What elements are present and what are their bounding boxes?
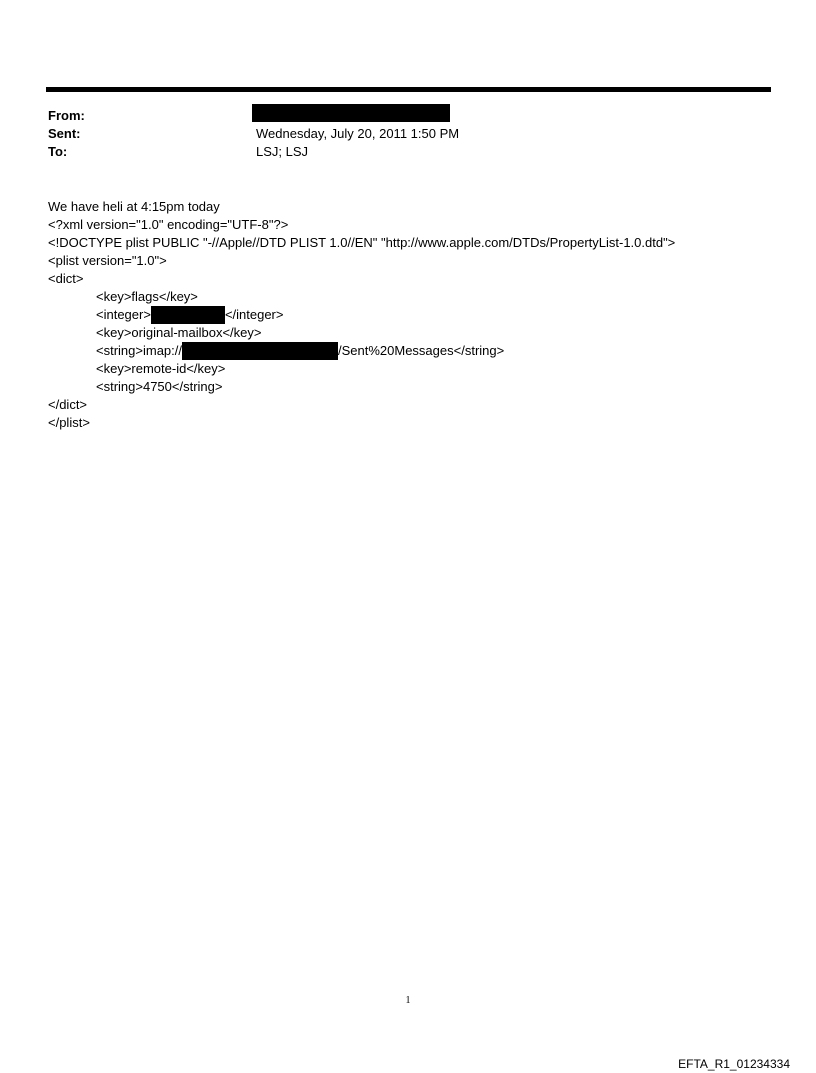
from-label: From: <box>48 108 85 123</box>
to-label: To: <box>48 144 68 159</box>
body-line: <key>original-mailbox</key> <box>96 325 262 340</box>
body-line: </dict> <box>48 397 88 412</box>
message-body <box>48 198 675 432</box>
body-line: <key>flags</key> <box>96 289 198 304</box>
bates-number: EFTA_R1_01234334 <box>678 1057 790 1071</box>
imap-redaction <box>182 342 338 360</box>
body-line: <key>remote-id</key> <box>96 361 226 376</box>
body-line: <?xml version="1.0" encoding="UTF-8"?> <box>48 217 289 232</box>
integer-redaction <box>151 306 225 324</box>
sent-value: Wednesday, July 20, 2011 1:50 PM <box>256 126 460 141</box>
integer-close-tag: </integer> <box>224 307 284 322</box>
sent-label: Sent: <box>48 126 81 141</box>
body-line: <!DOCTYPE plist PUBLIC "-//Apple//DTD PLIST 1.0//EN" "http://www.apple.com/DTDs/PropertyList-1.0.dtd"> <box>48 235 676 250</box>
body-line: We have heli at 4:15pm today <box>48 199 220 214</box>
header-rule <box>46 87 771 92</box>
body-line-integer <box>48 306 675 324</box>
imap-prefix: <string>imap:// <box>96 343 182 358</box>
body-line-imap <box>48 342 675 360</box>
from-redaction <box>252 104 450 122</box>
body-line: <plist version="1.0"> <box>48 253 167 268</box>
integer-open-tag: <integer> <box>96 307 151 322</box>
page-number: 1 <box>405 995 411 1006</box>
body-line: <string>4750</string> <box>96 379 223 394</box>
body-line: </plist> <box>48 415 90 430</box>
body-line: <dict> <box>48 271 84 286</box>
to-value: LSJ; LSJ <box>256 144 309 159</box>
imap-suffix: /Sent%20Messages</string> <box>338 343 505 358</box>
